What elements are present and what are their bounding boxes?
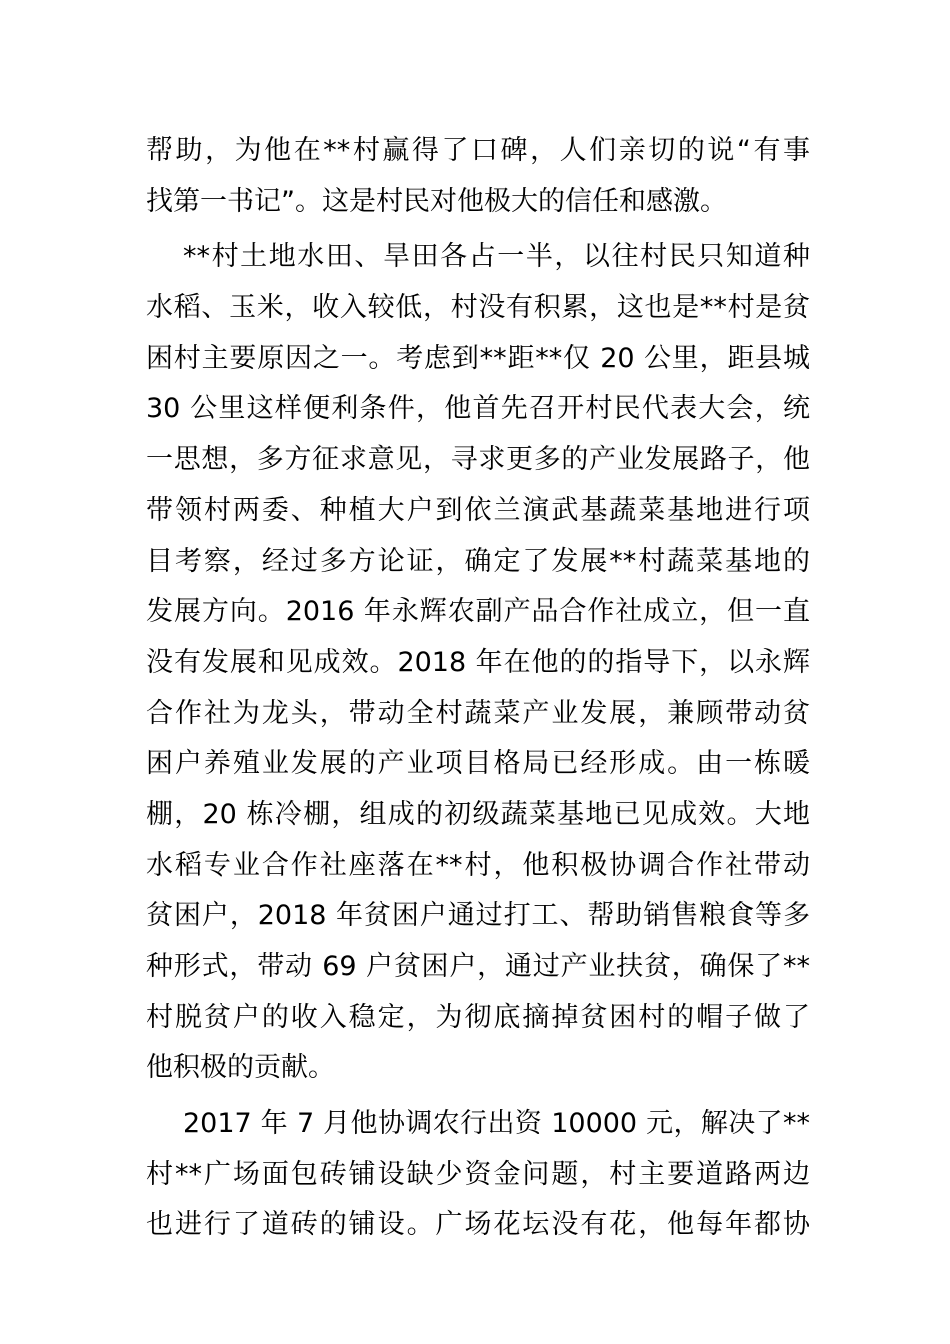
- text-line: **村土地水田、旱田各占一半，以往村民只知道种: [183, 241, 810, 273]
- text-line: 帮助，为他在**村赢得了口碑，人们亲切的说“有事: [146, 135, 810, 166]
- text-line: 2017 年 7 月他协调农行出资 10000 元，解决了**: [183, 1108, 810, 1140]
- paragraph: [146, 232, 810, 1094]
- document-body: [146, 126, 810, 1251]
- paragraph: [146, 126, 810, 227]
- text-line: 合作社为龙头，带动全村蔬菜产业发展，兼顾带动贫: [146, 697, 810, 729]
- text-line: 一思想，多方征求意见，寻求更多的产业发展路子，他: [146, 444, 810, 476]
- text-line: 棚，20 栋冷棚，组成的初级蔬菜基地已见成效。大地: [146, 798, 810, 830]
- text-line: 带领村两委、种植大户到依兰演武基蔬菜基地进行项: [146, 494, 810, 526]
- text-line: 水稻、玉米，收入较低，村没有积累，这也是**村是贫: [146, 292, 810, 324]
- text-line: 困户养殖业发展的产业项目格局已经形成。由一栋暖: [146, 748, 810, 780]
- text-line: 找第一书记”。这是村民对他极大的信任和感激。: [146, 185, 727, 217]
- text-line: 30 公里这样便利条件，他首先召开村民代表大会，统: [146, 393, 810, 425]
- text-line: 目考察，经过多方论证，确定了发展**村蔬菜基地的: [146, 545, 810, 577]
- text-line: 他积极的贡献。: [146, 1052, 335, 1084]
- text-line: 贫困户，2018 年贫困户通过打工、帮助销售粮食等多: [146, 900, 810, 932]
- text-line: 水稻专业合作社座落在**村，他积极协调合作社带动: [146, 849, 810, 881]
- text-line: 没有发展和见成效。2018 年在他的的指导下，以永辉: [146, 646, 810, 678]
- text-line: 村脱贫户的收入稳定，为彻底摘掉贫困村的帽子做了: [146, 1001, 810, 1033]
- text-line: 困村主要原因之一。考虑到**距**仅 20 公里，距县城: [146, 342, 810, 374]
- text-line: 发展方向。2016 年永辉农副产品合作社成立，但一直: [146, 596, 810, 628]
- text-line: 村**广场面包砖铺设缺少资金问题，村主要道路两边: [146, 1158, 810, 1190]
- text-line: 也进行了道砖的铺设。广场花坛没有花，他每年都协: [146, 1209, 810, 1241]
- paragraph: [146, 1099, 810, 1251]
- text-line: 种形式，带动 69 户贫困户，通过产业扶贫，确保了**: [146, 951, 810, 982]
